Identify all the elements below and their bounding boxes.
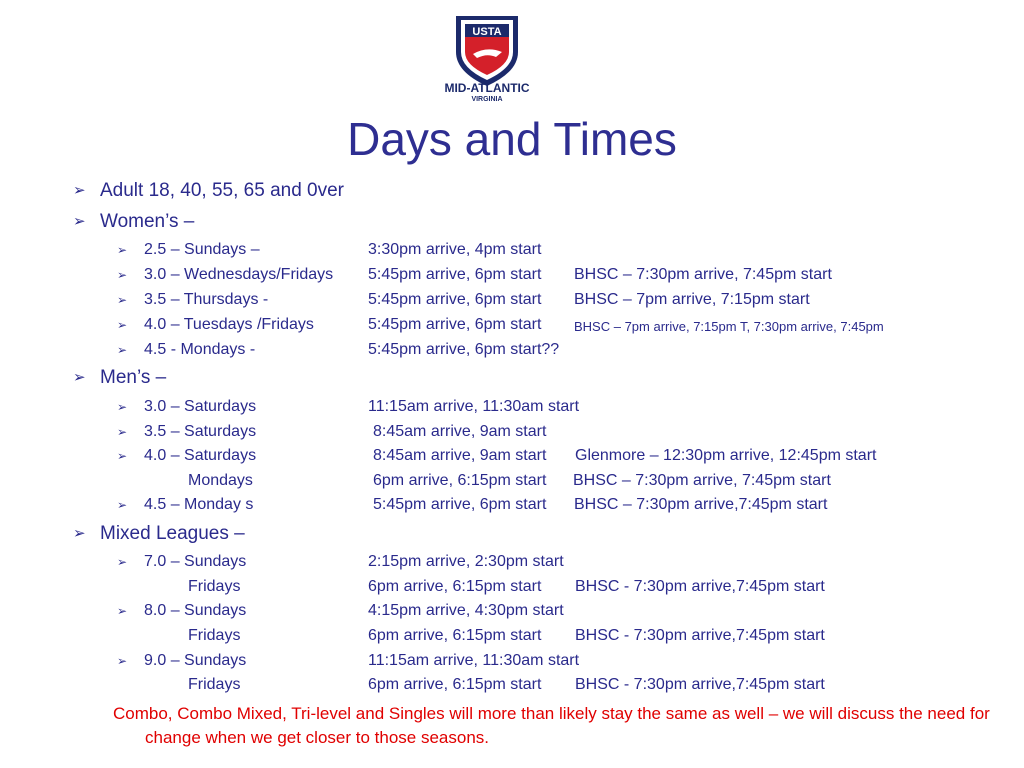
times: 2:15pm arrive, 2:30pm start — [368, 553, 564, 570]
level-day: Fridays — [188, 578, 241, 595]
venue-times: BHSC - 7:30pm arrive,7:45pm start — [575, 627, 825, 644]
arrow-bullet-icon: ➢ — [117, 449, 128, 463]
svg-text:USTA: USTA — [472, 26, 502, 38]
level-day: 7.0 – Sundays — [144, 553, 247, 570]
level-day: Mondays — [188, 472, 253, 489]
arrow-bullet-icon: ➢ — [117, 555, 128, 569]
list-item-women — [73, 211, 195, 233]
level-day: 3.5 – Thursdays - — [144, 291, 269, 308]
arrow-bullet-icon: ➢ — [73, 213, 86, 230]
level-day: 4.0 – Saturdays — [144, 447, 257, 464]
list-item-mixed — [73, 523, 245, 545]
times: 6pm arrive, 6:15pm start — [373, 472, 547, 489]
level-day: 8.0 – Sundays — [144, 602, 247, 619]
arrow-bullet-icon: ➢ — [117, 400, 128, 414]
times: 5:45pm arrive, 6pm start — [373, 496, 547, 513]
venue-times: BHSC – 7:30pm arrive, 7:45pm start — [574, 266, 832, 283]
usta-logo — [425, 12, 549, 104]
venue-times: BHSC – 7pm arrive, 7:15pm start — [574, 291, 810, 308]
arrow-bullet-icon: ➢ — [73, 369, 86, 386]
times: 5:45pm arrive, 6pm start — [368, 266, 542, 283]
venue-times: BHSC – 7pm arrive, 7:15pm T, 7:30pm arrive, 7:45pm — [574, 319, 884, 334]
level-day: 3.0 – Saturdays — [144, 398, 257, 415]
list-item-label: Men’s – — [100, 367, 167, 388]
list-item-men — [73, 367, 167, 389]
arrow-bullet-icon: ➢ — [73, 182, 86, 199]
arrow-bullet-icon: ➢ — [117, 318, 128, 332]
level-day: Fridays — [188, 676, 241, 693]
times: 8:45am arrive, 9am start — [373, 423, 547, 440]
arrow-bullet-icon: ➢ — [117, 604, 128, 618]
times: 5:45pm arrive, 6pm start — [368, 316, 542, 333]
level-day: 2.5 – Sundays – — [144, 241, 260, 258]
list-item-label: Women’s – — [100, 211, 195, 232]
times: 4:15pm arrive, 4:30pm start — [368, 602, 564, 619]
times: 6pm arrive, 6:15pm start — [368, 627, 542, 644]
level-day: 4.0 – Tuesdays /Fridays — [144, 316, 314, 333]
arrow-bullet-icon: ➢ — [117, 293, 128, 307]
arrow-bullet-icon: ➢ — [73, 525, 86, 542]
times: 3:30pm arrive, 4pm start — [368, 241, 542, 258]
times: 6pm arrive, 6:15pm start — [368, 676, 542, 693]
times: 8:45am arrive, 9am start — [373, 447, 547, 464]
times: 6pm arrive, 6:15pm start — [368, 578, 542, 595]
level-day: 4.5 - Mondays - — [144, 341, 256, 358]
level-day: 3.0 – Wednesdays/Fridays — [144, 266, 334, 283]
list-item-adult — [73, 180, 345, 202]
arrow-bullet-icon: ➢ — [117, 343, 128, 357]
venue-times: Glenmore – 12:30pm arrive, 12:45pm start — [575, 447, 877, 464]
list-item-label: Adult 18, 40, 55, 65 and 0ver — [100, 180, 345, 201]
footnote: Combo, Combo Mixed, Tri-level and Singles will more than likely stay the same as well – we will discuss the need for change when we get closer to those seasons. — [113, 704, 990, 747]
times: 11:15am arrive, 11:30am start — [368, 398, 580, 415]
level-day: 9.0 – Sundays — [144, 652, 247, 669]
level-day: Fridays — [188, 627, 241, 644]
times: 5:45pm arrive, 6pm start — [368, 291, 542, 308]
list-item-label: Mixed Leagues – — [100, 523, 245, 544]
arrow-bullet-icon: ➢ — [117, 243, 128, 257]
venue-times: BHSC – 7:30pm arrive,7:45pm start — [574, 496, 828, 513]
level-day: 3.5 – Saturdays — [144, 423, 257, 440]
venue-times: BHSC – 7:30pm arrive, 7:45pm start — [573, 472, 831, 489]
arrow-bullet-icon: ➢ — [117, 268, 128, 282]
page-title: Days and Times — [347, 113, 677, 165]
arrow-bullet-icon: ➢ — [117, 654, 128, 668]
svg-text:VIRGINIA: VIRGINIA — [471, 96, 503, 103]
arrow-bullet-icon: ➢ — [117, 425, 128, 439]
level-day: 4.5 – Monday s — [144, 496, 254, 513]
venue-times: BHSC - 7:30pm arrive,7:45pm start — [575, 578, 825, 595]
times: 11:15am arrive, 11:30am start — [368, 652, 580, 669]
arrow-bullet-icon: ➢ — [117, 498, 128, 512]
times: 5:45pm arrive, 6pm start?? — [368, 341, 560, 358]
venue-times: BHSC - 7:30pm arrive,7:45pm start — [575, 676, 825, 693]
svg-text:MID-ATLANTIC: MID-ATLANTIC — [444, 81, 530, 95]
